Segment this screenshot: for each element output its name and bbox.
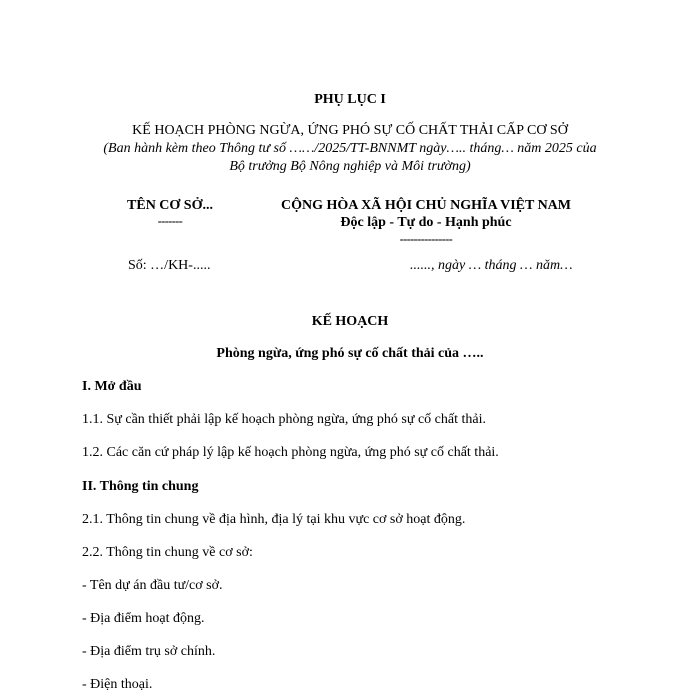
country-name: CỘNG HÒA XÃ HỘI CHỦ NGHĨA VIỆT NAM [280,198,571,213]
section-1-2: 1.2. Các căn cứ pháp lý lập kế hoạch phòng ngừa, ứng phó sự cố chất thải. [82,445,499,460]
plan-heading: KẾ HOẠCH [311,314,389,329]
list-item: - Tên dự án đầu tư/cơ sở. [82,578,223,593]
plan-title: KẾ HOẠCH PHÒNG NGỪA, ỨNG PHÓ SỰ CỐ CHẤT THẢI CẤP CƠ SỞ [132,123,568,138]
appendix-title: PHỤ LỤC I [314,92,386,107]
plan-subheading: Phòng ngừa, ứng phó sự cố chất thải của ….. [216,346,484,361]
list-item: - Địa điểm hoạt động. [82,611,205,626]
org-name-underline: ------- [157,214,183,228]
list-item: - Điện thoại. [82,677,153,692]
issued-note-line-1: (Ban hành kèm theo Thông tư số ……/2025/TT-BNNMT ngày….. tháng… năm 2025 của [103,141,597,156]
document-number: Số: …/KH-..... [128,258,211,273]
list-item: - Địa điểm trụ sở chính. [82,644,216,659]
issued-note-line-2: Bộ trưởng Bộ Nông nghiệp và Môi trường) [229,159,471,174]
document-date: ......, ngày … tháng … năm… [410,258,573,273]
section-2-1: 2.1. Thông tin chung về địa hình, địa lý tại khu vực cơ sở hoạt động. [82,512,466,527]
org-name: TÊN CƠ SỞ... [127,198,213,213]
section-1-title: I. Mở đầu [82,379,142,394]
motto-underline: --------------- [399,232,453,246]
section-1-1: 1.1. Sự cần thiết phải lập kế hoạch phòng ngừa, ứng phó sự cố chất thải. [82,412,486,427]
national-motto: Độc lập - Tự do - Hạnh phúc [340,215,512,230]
section-2-2: 2.2. Thông tin chung về cơ sở: [82,545,253,560]
section-2-title: II. Thông tin chung [82,479,199,494]
